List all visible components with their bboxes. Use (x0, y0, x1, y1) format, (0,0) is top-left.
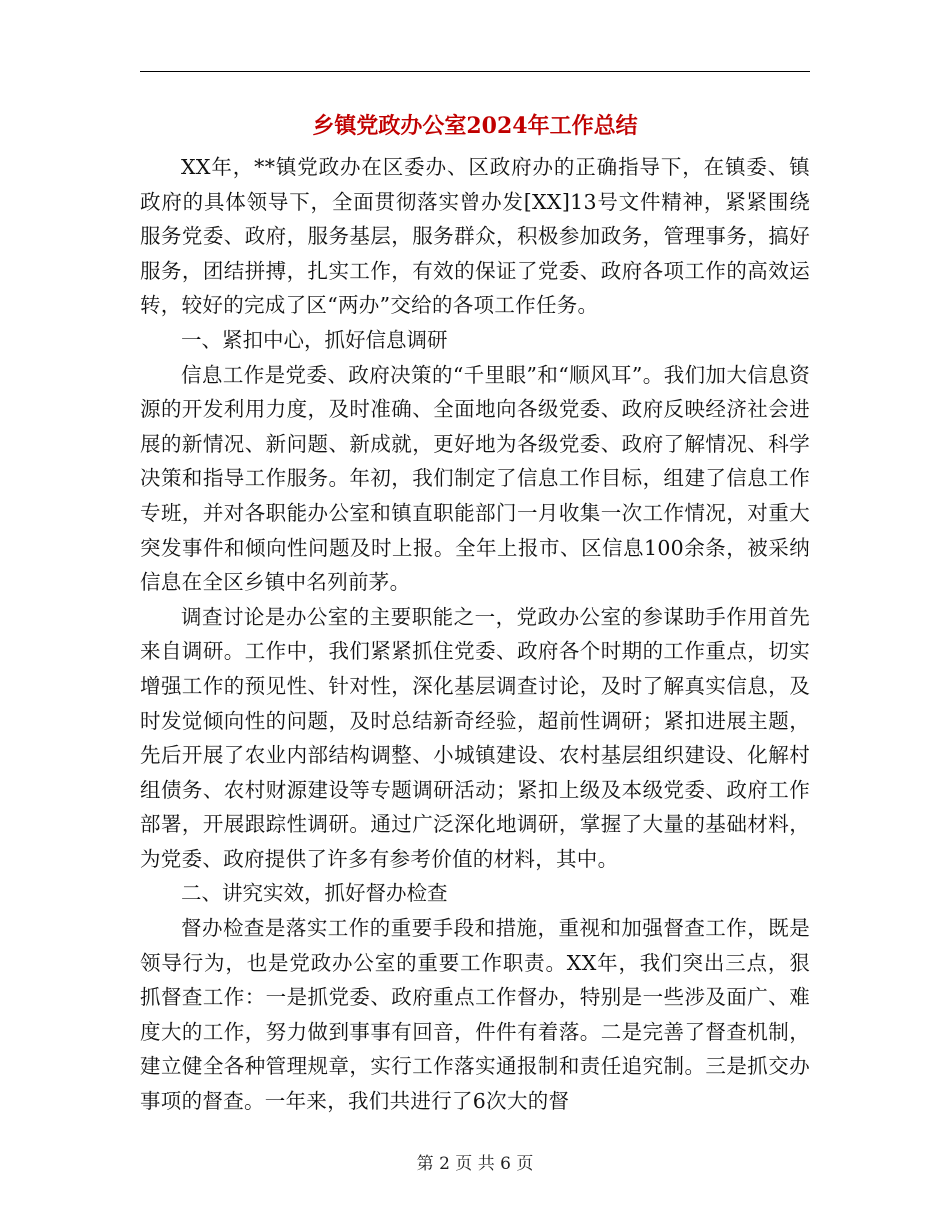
section-heading-2: 二、讲究实效，抓好督办检查 (181, 881, 448, 906)
page-footer: 第 2 页 共 6 页 (416, 1154, 534, 1174)
header-rule (140, 71, 810, 72)
section-heading-1: 一、紧扣中心，抓好信息调研 (181, 327, 448, 352)
document-title: 乡镇党政办公室2024年工作总结 (312, 113, 638, 139)
document-body (140, 150, 810, 1119)
intro-paragraph: XX年，**镇党政办在区委办、区政府办的正确指导下，在镇委、镇政府的具体领导下，全面贯彻落实曾办发[XX]13号文件精神，紧紧围绕服务党委、政府，服务基层，服务群众，积极参加政务，管理事务，搞好服务，团结拼搏，扎实工作，有效的保证了党委、政府各项工作的高效运转，较好的完成了区“两办”交给的各项工作任务。 (140, 155, 810, 318)
body-paragraph: 调查讨论是办公室的主要职能之一，党政办公室的参谋助手作用首先来自调研。工作中，我们紧紧抓住党委、政府各个时期的工作重点，切实增强工作的预见性、针对性，深化基层调查讨论，及时了解真实信息，及时发觉倾向性的问题，及时总结新奇经验，超前性调研；紧扣进展主题，先后开展了农业内部结构调整、小城镇建设、农村基层组织建设、化解村组债务、农村财源建设等专题调研活动；紧扣上级及本级党委、政府工作部署，开展跟踪性调研。通过广泛深化地调研，掌握了大量的基础材料，为党委、政府提供了许多有参考价值的材料，其中。 (140, 604, 810, 871)
body-paragraph: 督办检查是落实工作的重要手段和措施，重视和加强督查工作，既是领导行为，也是党政办公室的重要工作职责。XX年，我们突出三点，狠抓督查工作：一是抓党委、政府重点工作督办，特别是一些涉及面广、难度大的工作，努力做到事事有回音，件件有着落。二是完善了督查机制，建立健全各种管理规章，实行工作落实通报制和责任追究制。三是抓交办事项的督查。一年来，我们共进行了6次大的督 (140, 916, 810, 1114)
body-paragraph: 信息工作是党委、政府决策的“千里眼”和“顺风耳”。我们加大信息资源的开发利用力度，及时准确、全面地向各级党委、政府反映经济社会进展的新情况、新问题、新成就，更好地为各级党委、政府了解情况、科学决策和指导工作服务。年初，我们制定了信息工作目标，组建了信息工作专班，并对各职能办公室和镇直职能部门一月收集一次工作情况，对重大突发事件和倾向性问题及时上报。全年上报市、区信息100余条，被采纳信息在全区乡镇中名列前茅。 (140, 362, 810, 595)
